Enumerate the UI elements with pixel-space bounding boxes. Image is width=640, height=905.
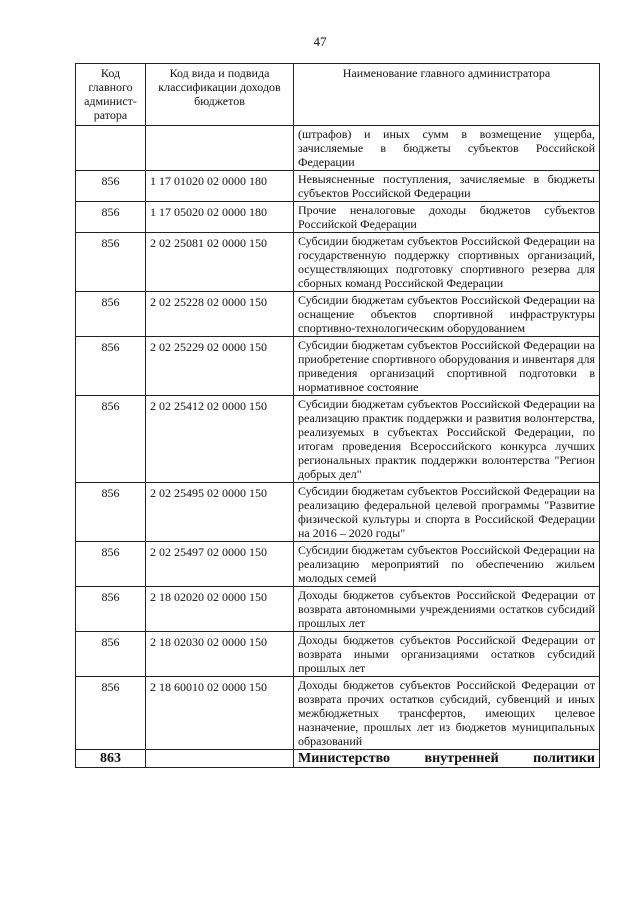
admin-name-cell: Субсидии бюджетам субъектов Российской Федерации на реализацию мероприятий по обеспечению жильем молодых семей xyxy=(294,542,600,587)
revenue-code-cell: 2 02 25497 02 0000 150 xyxy=(146,542,294,587)
admin-name-cell: Доходы бюджетов субъектов Российской Федерации от возврата прочих остатков субсидий, субвенций и иных межбюджетных трансфертов, имеющих целевое назначение, прошлых лет из бюджетов муниципальных образований xyxy=(294,677,600,750)
table-row xyxy=(76,202,600,233)
revenue-code-cell: 1 17 05020 02 0000 180 xyxy=(146,202,294,233)
table-header-row xyxy=(76,64,600,126)
table-row xyxy=(76,171,600,202)
admin-name-cell: (штрафов) и иных сумм в возмещение ущерба, зачисляемые в бюджеты субъектов Российской Федерации xyxy=(294,126,600,171)
header-admin-code: Код главного админист-ратора xyxy=(76,64,146,126)
table-row xyxy=(76,632,600,677)
admin-code-cell: 856 xyxy=(76,587,146,632)
admin-name-cell: Субсидии бюджетам субъектов Российской Федерации на реализацию практик поддержки и развития волонтерства, реализуемых в субъектах Российской Федерации, по итогам проведения Всероссийского конкурса лучших региональных практик поддержки волонтерства "Регион добрых дел" xyxy=(294,396,600,483)
revenue-code-cell: 2 02 25412 02 0000 150 xyxy=(146,396,294,483)
revenue-code-cell: 2 18 60010 02 0000 150 xyxy=(146,677,294,750)
admin-code-cell: 856 xyxy=(76,171,146,202)
table-row xyxy=(76,126,600,171)
administrator-heading-row xyxy=(76,750,600,768)
header-admin-name: Наименование главного администратора xyxy=(294,64,600,126)
table-row xyxy=(76,292,600,337)
revenue-code-cell: 1 17 01020 02 0000 180 xyxy=(146,171,294,202)
admin-code-cell: 856 xyxy=(76,337,146,396)
admin-name-cell: Субсидии бюджетам субъектов Российской Федерации на приобретение спортивного оборудования и инвентаря для приведения организаций спортивной подготовки в нормативное состояние xyxy=(294,337,600,396)
admin-name-cell: Субсидии бюджетам субъектов Российской Федерации на оснащение объектов спортивной инфраструктуры спортивно-технологическим оборудованием xyxy=(294,292,600,337)
admin-code-cell: 856 xyxy=(76,233,146,292)
table-row xyxy=(76,233,600,292)
admin-name-cell: Субсидии бюджетам субъектов Российской Федерации на государственную поддержку спортивных организаций, осуществляющих подготовку спортивного резерва для сборных команд Российской Федерации xyxy=(294,233,600,292)
admin-code-cell: 856 xyxy=(76,292,146,337)
admin-name-cell: Прочие неналоговые доходы бюджетов субъектов Российской Федерации xyxy=(294,202,600,233)
revenue-administrators-table xyxy=(75,63,600,768)
page-number: 47 xyxy=(313,34,327,49)
table-row xyxy=(76,677,600,750)
revenue-code-cell: 2 02 25495 02 0000 150 xyxy=(146,483,294,542)
admin-code-cell: 856 xyxy=(76,677,146,750)
table-row xyxy=(76,337,600,396)
admin-name-cell: Министерство внутренней политики xyxy=(294,750,600,768)
table-row xyxy=(76,483,600,542)
revenue-code-cell: 2 02 25081 02 0000 150 xyxy=(146,233,294,292)
revenue-code-cell: 2 02 25228 02 0000 150 xyxy=(146,292,294,337)
table-row xyxy=(76,587,600,632)
revenue-code-cell: 2 02 25229 02 0000 150 xyxy=(146,337,294,396)
admin-name-cell: Невыясненные поступления, зачисляемые в бюджеты субъектов Российской Федерации xyxy=(294,171,600,202)
admin-code-cell: 856 xyxy=(76,632,146,677)
admin-name-cell: Доходы бюджетов субъектов Российской Федерации от возврата иными организациями остатков субсидий прошлых лет xyxy=(294,632,600,677)
table-row xyxy=(76,396,600,483)
header-revenue-code: Код вида и подвида классификации доходов бюджетов xyxy=(146,64,294,126)
admin-code-cell: 856 xyxy=(76,542,146,587)
admin-code-cell: 856 xyxy=(76,202,146,233)
admin-code-cell: 856 xyxy=(76,396,146,483)
table-row xyxy=(76,542,600,587)
revenue-code-cell: 2 18 02020 02 0000 150 xyxy=(146,587,294,632)
admin-name-cell: Субсидии бюджетам субъектов Российской Федерации на реализацию федеральной целевой программы "Развитие физической культуры и спорта в Российской Федерации на 2016 – 2020 годы" xyxy=(294,483,600,542)
revenue-code-cell xyxy=(146,750,294,768)
revenue-code-cell: 2 18 02030 02 0000 150 xyxy=(146,632,294,677)
revenue-code-cell xyxy=(146,126,294,171)
admin-code-cell xyxy=(76,126,146,171)
admin-code-cell: 863 xyxy=(76,750,146,768)
admin-code-cell: 856 xyxy=(76,483,146,542)
admin-name-cell: Доходы бюджетов субъектов Российской Федерации от возврата автономными учреждениями остатков субсидий прошлых лет xyxy=(294,587,600,632)
